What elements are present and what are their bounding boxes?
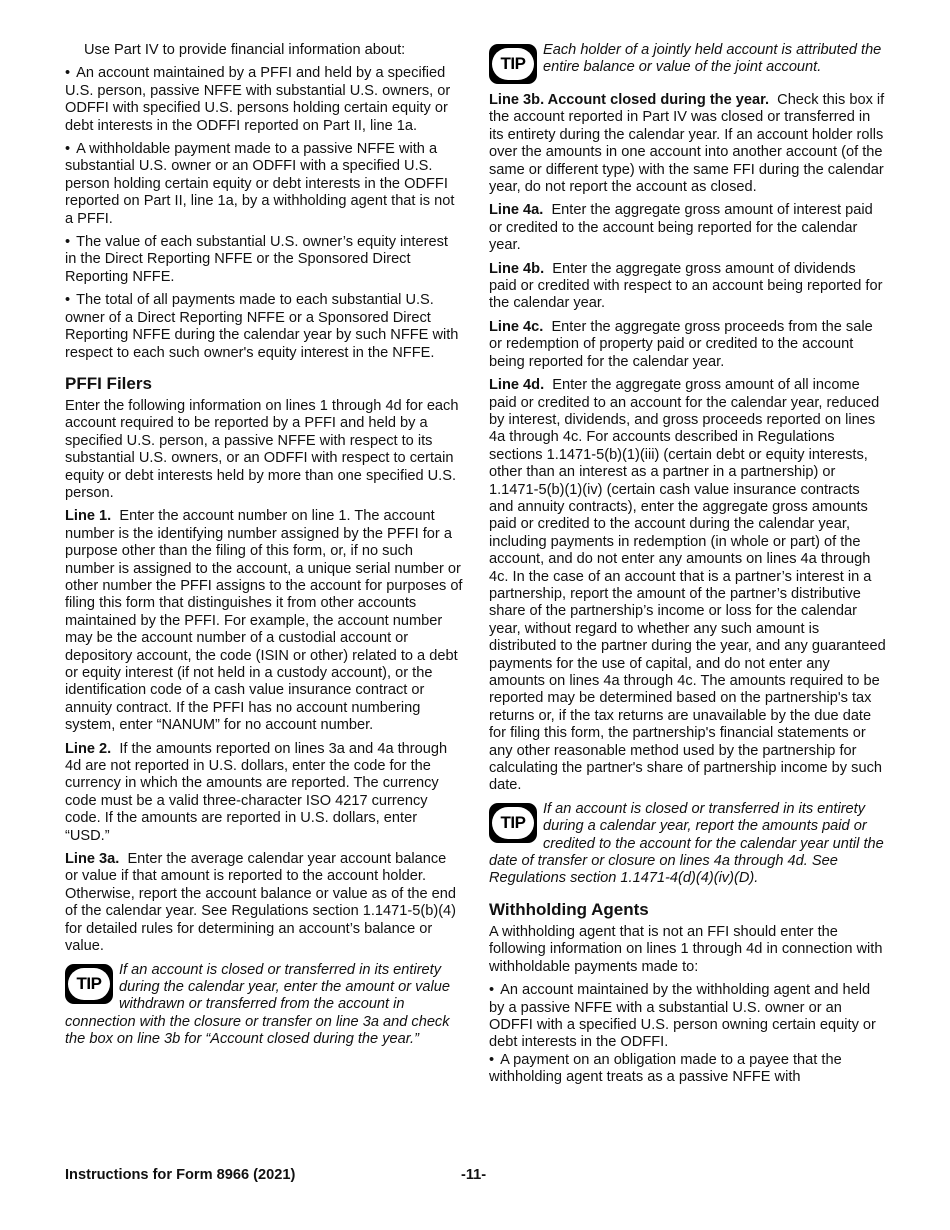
line-4d-text: Enter the aggregate gross amount of all income paid or credited to an account for the calendar year, reduced by interest, dividends, and gross proceeds reported on lines 4a through 4c. For accounts described in Regulations sections 1.1471-5(b)(1)(iii) (certain debt or equity interests, other than an interest as a partner in a partnership) or 1.1471-5(b)(1)(iv) (certain cash value insurance contracts and annuity contracts), enter the aggregate gross amounts paid or credited to the account during the calendar year, including payments in redemption (in whole or part) of the account, and do not enter any amounts on lines 4a through 4c. In the case of an account that is a partner’s interest in a partnership, report the amount of the partner’s distributive share of the partnership’s income or loss for the calendar year, without regard to whether any such amount is distributed to the partner during the year, and any guaranteed payments for the use of capital, and do not enter any amounts on lines 4a through 4c. The amounts required to be reported may be determined based on the partnership's tax returns or, if the tax returns are unavailable by the due date for filing this form, the partnership's financial statements or any other reasonable method used by the partnership for calculating the partner's share of partnership income by such date. [489, 377, 886, 794]
line-4a-paragraph [489, 202, 887, 254]
tip-note-joint-account [489, 42, 887, 86]
line-3b-paragraph [489, 92, 887, 196]
withholding-agents-text: A withholding agent that is not an FFI should enter the following information on lines 1 through 4d in connection with withholdable payments made to: [489, 923, 883, 975]
line-1-paragraph [65, 508, 463, 734]
line-4d-paragraph [489, 377, 887, 795]
intro-text: Use Part IV to provide financial information about: [84, 42, 406, 58]
tip-icon: TIP [489, 44, 537, 84]
line-4a-label: Line 4a. [489, 202, 544, 219]
line-2-text: If the amounts reported on lines 3a and 4a through 4d are not reported in U.S. dollars, enter the code for the currency in which the amounts are reported. The currency code must be a valid three-character ISO 4217 currency code. If the amounts are reported in U.S. dollars, enter “USD.” [65, 740, 448, 844]
tip-text: If an account is closed or transferred in its entirety during the calendar year, enter the amount or value withdrawn or transferred from the account in connection with the closure or transfer on line 3a and check the box on line 3b for “Account closed during the year.” [65, 961, 451, 1048]
line-4c-paragraph [489, 319, 887, 371]
list-item: • A payment on an obligation made to a payee that the withholding agent treats as a passive NFFE with [489, 1052, 887, 1087]
line-4b-text: Enter the aggregate gross amount of dividends paid or credited with respect to an account being reported for the calendar year. [489, 260, 883, 312]
left-column [65, 42, 463, 1055]
line-2-label: Line 2. [65, 740, 112, 757]
line-4a-text: Enter the aggregate gross amount of interest paid or credited to the account being reported for the calendar year. [489, 202, 873, 254]
line-4d-label: Line 4d. [489, 377, 545, 394]
tip-note-closed-account [65, 962, 463, 1049]
list-item: • The total of all payments made to each substantial U.S. owner of a Direct Reporting NFFE or a Sponsored Direct Reporting NFFE during the calendar year by such NFFE with respect to each such owner's equity interest in the NFFE. [65, 292, 463, 362]
pffi-filers-heading: PFFI Filers [65, 373, 152, 393]
withholding-agents-heading: Withholding Agents [489, 899, 649, 919]
right-column [489, 42, 887, 1093]
tip-note-transfer [489, 801, 887, 888]
line-3a-paragraph [65, 851, 463, 955]
line-3b-text: Check this box if the account reported in Part IV was closed or transferred in its entirety during the calendar year. If an account holder rolls over the amounts in one account into another account (of the same or different type) with the same FFI during the calendar year, do not report the account as closed. [489, 92, 885, 196]
line-3b-label: Line 3b. Account closed during the year. [489, 92, 770, 108]
tip-text: Each holder of a jointly held account is attributed the entire balance or value of the joint account. [543, 42, 882, 76]
pffi-filers-text: Enter the following information on lines 1 through 4d for each account required to be reported by a PFFI and held by a specified U.S. person, a passive NFFE with respect to its substantial U.S. owners, or an ODFFI with respect to certain equity or debt interests held by more than one specified U.S. person. [65, 397, 459, 501]
line-4c-text: Enter the aggregate gross proceeds from the sale or redemption of property paid or credited to the account being reported for the calendar year. [489, 318, 873, 370]
list-item: • An account maintained by a PFFI and held by a specified U.S. person, passive NFFE with substantial U.S. owners, or ODFFI with specified U.S. persons holding certain equity or debt interests in the ODFFI reported on Part II, line 1a. [65, 65, 463, 135]
tip-icon: TIP [489, 803, 537, 843]
tip-text: If an account is closed or transferred in its entirety during a calendar year, report the amounts paid or credited to the account for the calendar year until the date of transfer or closure on lines 4a through 4d. See Regulations section 1.1471-4(d)(4)(iv)(D). [489, 800, 884, 887]
footer-form-title: Instructions for Form 8966 (2021) [65, 1167, 296, 1183]
page-number: -11- [461, 1167, 487, 1183]
line-2-paragraph [65, 741, 463, 845]
line-4b-label: Line 4b. [489, 260, 545, 277]
list-item: • The value of each substantial U.S. owner’s equity interest in the Direct Reporting NFFE or the Sponsored Direct Reporting NFFE. [65, 234, 463, 286]
line-3a-label: Line 3a. [65, 851, 120, 868]
line-1-label: Line 1. [65, 508, 112, 525]
line-4b-paragraph [489, 261, 887, 313]
list-item: • An account maintained by the withholding agent and held by a passive NFFE with a substantial U.S. owner or an ODFFI with a specified U.S. person owning certain equity or debt interests in the ODFFI. [489, 982, 887, 1052]
list-item: • A withholdable payment made to a passive NFFE with a substantial U.S. owner or an ODFFI with a specified U.S. person holding certain equity or debt interests in the ODFFI reported on Part II, line 1a, by a withholding agent that is not a PFFI. [65, 141, 463, 228]
line-4c-label: Line 4c. [489, 318, 544, 335]
tip-icon: TIP [65, 964, 113, 1004]
line-3a-text: Enter the average calendar year account balance or value if that amount is reported to the account holder. Otherwise, report the account balance or value as of the end of the calendar year. See Regulations section 1.1471-5(b)(4) for detailed rules for determining an account’s balance or value. [65, 851, 457, 955]
line-1-text: Enter the account number on line 1. The account number is the identifying number assigned by the PFFI for a purpose other than the filing of this form, or, if no such number is assigned to the account, a unique serial number or other number the PFFI assigns to the account for purposes of filing this form that distinguishes it from other accounts maintained by the PFFI. For example, the account number may be the account number of a custodial account or depository account, the code (ISIN or other) related to a debt or equity interest (if not held in a custody account), or the identification code of a cash value insurance contract or annuity contract. If the PFFI has no account numbering system, enter “NANUM” for no account number. [65, 508, 463, 734]
